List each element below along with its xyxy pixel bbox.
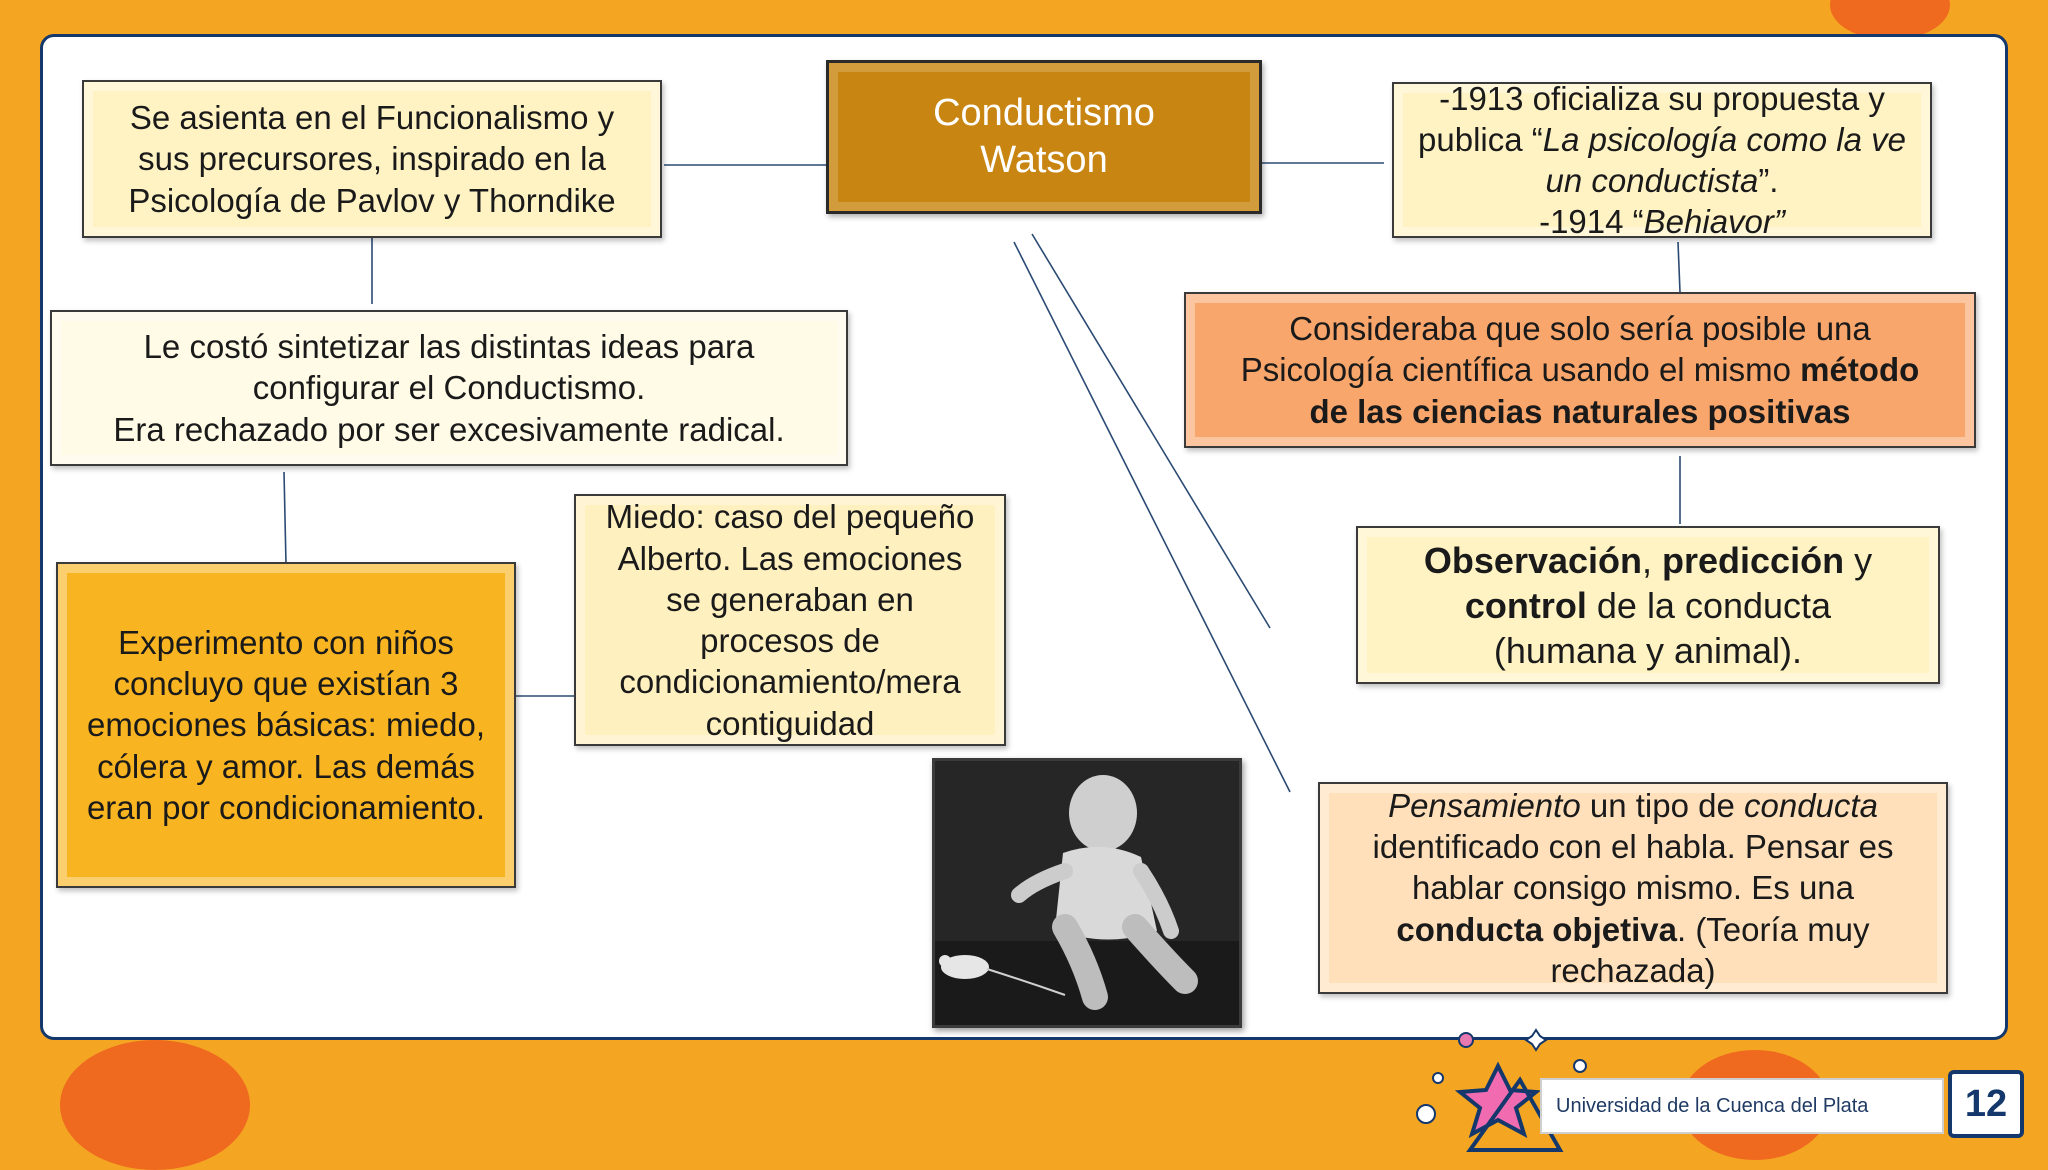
- experimento-line-5: eran por condicionamiento.: [86, 788, 486, 826]
- experimento-line-3: emociones básicas: miedo,: [86, 706, 486, 744]
- funcionalismo-line-1: Se asienta en el Funcionalismo y: [129, 99, 615, 137]
- pensamiento-bold-1: conducta objetiva: [1396, 910, 1677, 948]
- star-icon: [1460, 1066, 1536, 1134]
- observacion-bold-2: predicción: [1662, 539, 1845, 581]
- miedo-line-3: se generaban en: [666, 580, 914, 618]
- pensamiento-line-2: identificado con el habla. Pensar es: [1372, 828, 1894, 866]
- observacion-bold-1: Observación: [1423, 539, 1642, 581]
- miedo-line-1: Miedo: caso del pequeño: [605, 498, 975, 536]
- title-line-2: Watson: [980, 139, 1108, 181]
- miedo-line-2: Alberto. Las emociones: [617, 539, 963, 577]
- 1913-line-3-suffix: ”.: [1758, 162, 1779, 199]
- 1913-line-2-italic: La psicología como la ve: [1542, 120, 1906, 158]
- pensamiento-line-3: hablar consigo mismo. Es una: [1411, 869, 1855, 907]
- observacion-sep-1: ,: [1642, 539, 1663, 581]
- 1913-line-4-prefix: -1914 “: [1539, 203, 1644, 241]
- pensamiento-rest-4: . (Teoría muy: [1676, 910, 1870, 948]
- miedo-line-5: condicionamiento/mera: [619, 663, 961, 701]
- 1913-line-3-italic: un conductista: [1545, 162, 1759, 199]
- metodo-line-1: Consideraba que solo sería posible una: [1289, 310, 1871, 348]
- miedo-line-4: procesos de: [700, 622, 880, 659]
- experimento-line-2: concluyo que existían 3: [113, 665, 459, 703]
- sintetizar-line-2: configurar el Conductismo.: [252, 369, 646, 407]
- miedo-line-6: contiguidad: [705, 704, 875, 742]
- sintetizar-line-1: Le costó sintetizar las distintas ideas para: [143, 328, 755, 366]
- pensamiento-italic-1: Pensamiento: [1388, 786, 1581, 824]
- observacion-line-3: (humana y animal).: [1493, 629, 1803, 671]
- 1913-line-4-italic: Behiavor”: [1643, 203, 1785, 241]
- title-line-1: Conductismo: [933, 91, 1155, 134]
- pensamiento-line-5: rechazada): [1550, 951, 1716, 989]
- 1913-line-1: -1913 oficializa su propuesta y: [1439, 79, 1885, 117]
- observacion-bold-3: control: [1464, 584, 1587, 626]
- metodo-line-3: de las ciencias naturales positivas: [1309, 392, 1851, 430]
- pensamiento-mid-1: un tipo de: [1580, 786, 1744, 824]
- 1913-line-2-prefix: publica “: [1418, 120, 1543, 158]
- observacion-sep-2: y: [1844, 539, 1873, 581]
- experimento-line-1: Experimento con niños: [118, 623, 454, 661]
- university-label: Universidad de la Cuenca del Plata: [1540, 1078, 1944, 1134]
- metodo-line-2-bold: método: [1800, 351, 1920, 389]
- page-number: 12: [1948, 1070, 2024, 1138]
- metodo-line-2-prefix: Psicología científica usando el mismo: [1240, 351, 1801, 389]
- experimento-line-4: cólera y amor. Las demás: [97, 747, 475, 785]
- observacion-rest-2: de la conducta: [1586, 584, 1832, 626]
- funcionalismo-line-2: sus precursores, inspirado en la: [138, 140, 606, 178]
- funcionalismo-line-3: Psicología de Pavlov y Thorndike: [128, 181, 616, 219]
- sintetizar-line-3: Era rechazado por ser excesivamente radical.: [113, 410, 785, 448]
- pensamiento-italic-2: conducta: [1743, 786, 1878, 824]
